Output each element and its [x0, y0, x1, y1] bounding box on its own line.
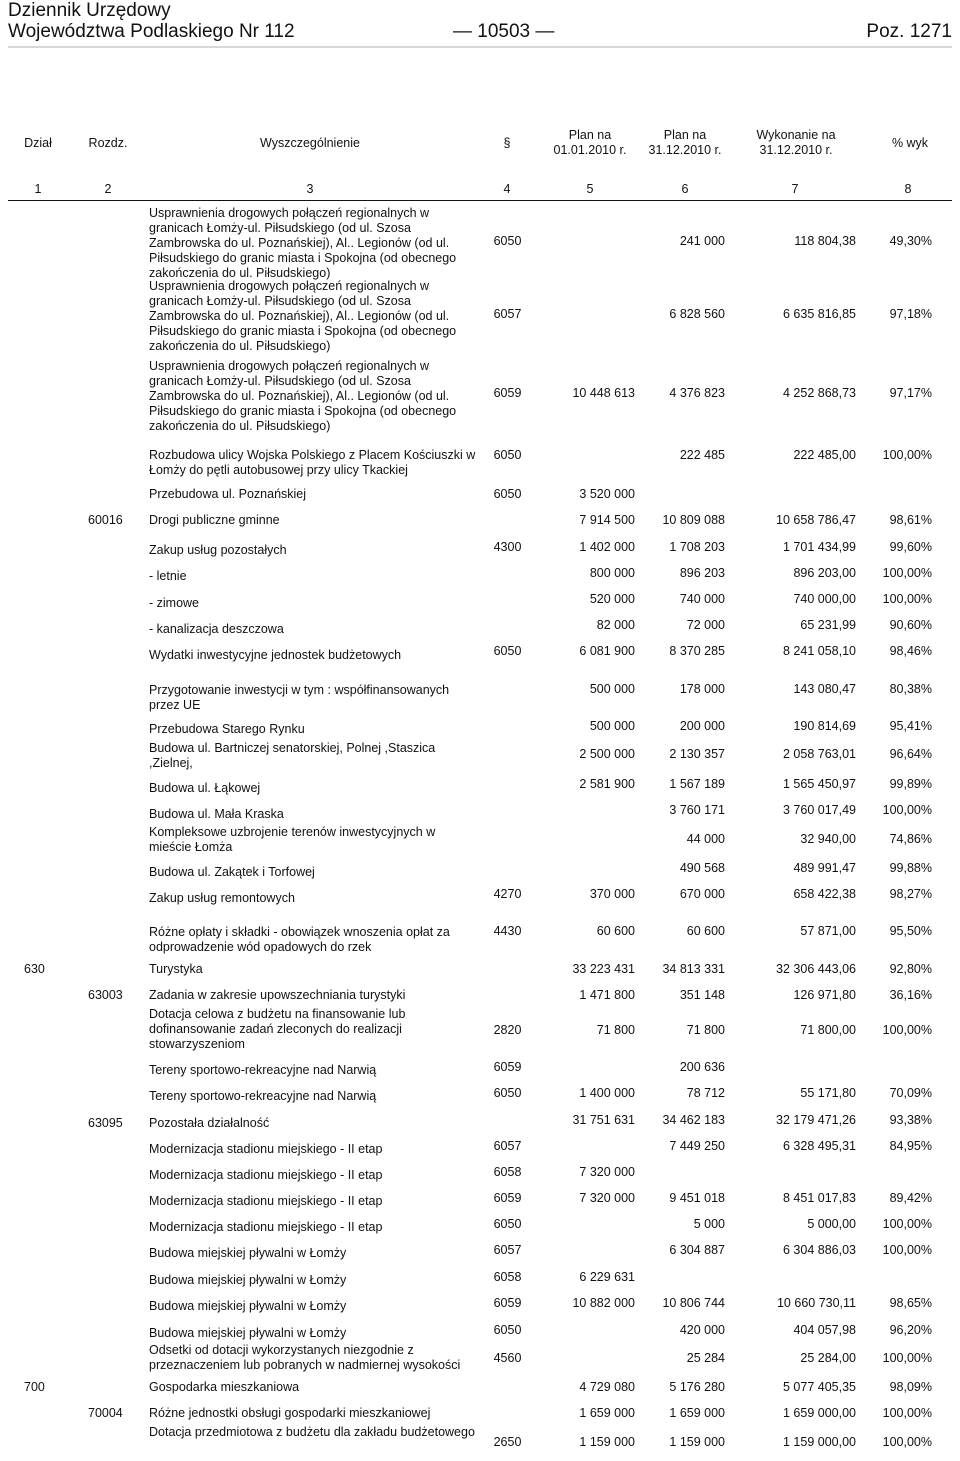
row-percent: 89,42% — [889, 1191, 932, 1205]
row-plan-final: 44 000 — [686, 832, 725, 846]
row-plan-final: 1 708 203 — [669, 540, 725, 554]
col-header-wyk-line2: 31.12.2010 r. — [759, 143, 833, 157]
row-plan-final: 8 370 285 — [669, 644, 725, 658]
row-plan-final: 2 130 357 — [669, 747, 725, 761]
row-plan-initial: 370 000 — [589, 887, 635, 901]
row-percent: 99,89% — [889, 777, 932, 791]
page-number: — 10503 — — [453, 21, 555, 42]
row-paragraph: 6050 — [493, 448, 522, 462]
row-percent: 96,20% — [889, 1323, 932, 1337]
journal-region: Województwa Podlaskiego Nr 112 — [8, 21, 295, 42]
row-plan-final: 7 449 250 — [669, 1139, 725, 1153]
row-description: Modernizacja stadionu miejskiego - II etap — [149, 1142, 383, 1156]
row-description: Usprawnienia drogowych połączeń regionalnych w granicach Łomży-ul. Piłsudskiego (od ul. Szosa Zambrowska do ul. Poznańskiej), Al.. Legionów (od ul. Piłsudskiego do granic miasta i Spokojna (od obecnego zakończenia do ul. Piłsudskiego) — [149, 279, 457, 353]
col-header-plan2-line1: Plan na — [663, 128, 707, 142]
row-description: Zakup usług remontowych — [149, 891, 295, 905]
row-description: Budowa ul. Bartniczej senatorskiej, Polnej ,Staszica ,Zielnej, — [149, 741, 436, 770]
row-plan-final: 9 451 018 — [669, 1191, 725, 1205]
row-percent: 100,00% — [882, 1217, 932, 1231]
row-description: Usprawnienia drogowych połączeń regionalnych w granicach Łomży-ul. Piłsudskiego (od ul. Szosa Zambrowska do ul. Poznańskiej), Al.. Legionów (od ul. Piłsudskiego do granic miasta i Spokojna (od obecnego zakończenia do ul. Piłsudskiego) — [149, 359, 457, 433]
col-number: 4 — [503, 182, 511, 196]
row-percent: 100,00% — [882, 1351, 932, 1365]
row-percent: 74,86% — [889, 832, 932, 846]
row-execution: 2 058 763,01 — [783, 747, 856, 761]
row-plan-final: 60 600 — [686, 924, 725, 938]
row-plan-initial: 520 000 — [589, 592, 635, 606]
row-plan-initial: 33 223 431 — [572, 962, 635, 976]
row-description: Przygotowanie inwestycji w tym : współfinansowanych przez UE — [149, 683, 450, 712]
row-plan-final: 78 712 — [686, 1086, 725, 1100]
row-execution: 32 940,00 — [800, 832, 856, 846]
col-header-plan2-line2: 31.12.2010 r. — [648, 143, 722, 157]
row-percent: 100,00% — [882, 592, 932, 606]
row-paragraph: 4300 — [493, 540, 522, 554]
row-description: Różne jednostki obsługi gospodarki mieszkaniowej — [149, 1406, 431, 1420]
row-percent: 97,17% — [889, 386, 932, 400]
col-header-plan1 — [540, 128, 640, 158]
header-rule — [8, 46, 952, 48]
row-description: Przebudowa ul. Poznańskiej — [149, 487, 307, 501]
col-header-plan1-line2: 01.01.2010 r. — [553, 143, 627, 157]
row-percent: 95,41% — [889, 719, 932, 733]
row-percent: 36,16% — [889, 988, 932, 1002]
row-paragraph: 6050 — [493, 234, 522, 248]
row-plan-initial: 31 751 631 — [572, 1113, 635, 1127]
row-percent: 98,61% — [889, 513, 932, 527]
row-percent: 100,00% — [882, 1023, 932, 1037]
row-description: Modernizacja stadionu miejskiego - II etap — [149, 1194, 383, 1208]
col-number: 2 — [104, 182, 112, 196]
row-paragraph: 6059 — [493, 1191, 522, 1205]
row-execution: 6 304 886,03 — [783, 1243, 856, 1257]
row-plan-final: 670 000 — [679, 887, 725, 901]
row-execution: 32 306 443,06 — [776, 962, 856, 976]
row-execution: 25 284,00 — [800, 1351, 856, 1365]
row-description: Budowa miejskiej pływalni w Łomży — [149, 1326, 347, 1340]
row-paragraph: 4560 — [493, 1351, 522, 1365]
row-description: Budowa miejskiej pływalni w Łomży — [149, 1299, 347, 1313]
row-execution: 658 422,38 — [793, 887, 856, 901]
row-execution: 6 328 495,31 — [783, 1139, 856, 1153]
row-percent: 93,38% — [889, 1113, 932, 1127]
row-execution: 1 701 434,99 — [783, 540, 856, 554]
row-execution: 5 000,00 — [807, 1217, 856, 1231]
row-execution: 10 658 786,47 — [776, 513, 856, 527]
row-percent: 70,09% — [889, 1086, 932, 1100]
row-plan-initial: 10 448 613 — [572, 386, 635, 400]
col-number: 1 — [34, 182, 42, 196]
column-numbers — [0, 182, 960, 198]
row-plan-final: 178 000 — [679, 682, 725, 696]
col-header-wyk — [740, 128, 852, 158]
row-description: Drogi publiczne gminne — [149, 513, 280, 527]
row-paragraph: 4270 — [493, 887, 522, 901]
row-execution: 71 800,00 — [800, 1023, 856, 1037]
row-execution: 3 760 017,49 — [783, 803, 856, 817]
row-execution: 65 231,99 — [800, 618, 856, 632]
row-execution: 489 991,47 — [793, 861, 856, 875]
row-execution: 55 171,80 — [800, 1086, 856, 1100]
row-percent: 92,80% — [889, 962, 932, 976]
column-headers — [0, 112, 960, 176]
row-plan-initial: 71 800 — [596, 1023, 635, 1037]
col-header-proc: % wyk — [891, 136, 929, 150]
row-plan-final: 6 304 887 — [669, 1243, 725, 1257]
row-paragraph: 6057 — [493, 307, 522, 321]
row-description: Pozostała działalność — [149, 1116, 270, 1130]
row-paragraph: 6058 — [493, 1165, 522, 1179]
row-description: Przebudowa Starego Rynku — [149, 722, 305, 736]
row-percent: 98,65% — [889, 1296, 932, 1310]
row-plan-final: 241 000 — [679, 234, 725, 248]
row-percent: 95,50% — [889, 924, 932, 938]
row-plan-final: 222 485 — [679, 448, 725, 462]
row-execution: 6 635 816,85 — [783, 307, 856, 321]
row-plan-initial: 6 081 900 — [579, 644, 635, 658]
row-description: Gospodarka mieszkaniowa — [149, 1380, 300, 1394]
row-paragraph: 6050 — [493, 644, 522, 658]
row-execution: 57 871,00 — [800, 924, 856, 938]
row-execution: 896 203,00 — [793, 566, 856, 580]
document-header — [8, 0, 952, 42]
row-plan-initial: 10 882 000 — [572, 1296, 635, 1310]
row-description: Kompleksowe uzbrojenie terenów inwestycyjnych w mieście Łomża — [149, 825, 436, 854]
row-description: Tereny sportowo-rekreacyjne nad Narwią — [149, 1063, 377, 1077]
row-plan-final: 200 636 — [679, 1060, 725, 1074]
row-description: Wydatki inwestycyjne jednostek budżetowych — [149, 648, 402, 662]
row-execution: 10 660 730,11 — [776, 1296, 856, 1310]
col-number: 7 — [791, 182, 799, 196]
col-number: 3 — [306, 182, 314, 196]
col-header-wyk-line1: Wykonanie na — [756, 128, 836, 142]
row-execution: 190 814,69 — [793, 719, 856, 733]
row-plan-initial: 1 659 000 — [579, 1406, 635, 1420]
col-header-plan2 — [635, 128, 735, 158]
row-percent: 100,00% — [882, 803, 932, 817]
col-header-rozdz: Rozdz. — [88, 136, 128, 150]
row-execution: 740 000,00 — [793, 592, 856, 606]
row-plan-final: 420 000 — [679, 1323, 725, 1337]
row-percent: 100,00% — [882, 566, 932, 580]
row-plan-initial: 500 000 — [589, 719, 635, 733]
row-plan-initial: 7 320 000 — [579, 1165, 635, 1179]
row-plan-initial: 60 600 — [596, 924, 635, 938]
row-plan-initial: 1 471 800 — [579, 988, 635, 1002]
row-rozdzial: 60016 — [88, 513, 123, 527]
row-execution: 32 179 471,26 — [776, 1113, 856, 1127]
row-percent: 49,30% — [889, 234, 932, 248]
row-execution: 404 057,98 — [793, 1323, 856, 1337]
row-percent: 100,00% — [882, 1243, 932, 1257]
col-header-par: § — [503, 136, 511, 150]
row-description: Budowa ul. Mała Kraska — [149, 807, 284, 821]
row-description: Modernizacja stadionu miejskiego - II etap — [149, 1168, 383, 1182]
row-percent: 100,00% — [882, 1406, 932, 1420]
row-description: Odsetki od dotacji wykorzystanych niezgodnie z przeznaczeniem lub pobranych w nadmiernej wysokości — [149, 1343, 461, 1372]
row-percent: 96,64% — [889, 747, 932, 761]
row-description: Budowa ul. Łąkowej — [149, 781, 261, 795]
row-plan-final: 200 000 — [679, 719, 725, 733]
row-description: Budowa ul. Zakątek i Torfowej — [149, 865, 315, 879]
row-plan-final: 4 376 823 — [669, 386, 725, 400]
row-description: Budowa miejskiej pływalni w Łomży — [149, 1246, 347, 1260]
row-plan-final: 740 000 — [679, 592, 725, 606]
row-execution: 118 804,38 — [794, 234, 856, 248]
row-percent: 99,60% — [889, 540, 932, 554]
row-percent: 98,46% — [889, 644, 932, 658]
row-description: - letnie — [149, 569, 187, 583]
row-plan-initial: 2 500 000 — [579, 747, 635, 761]
row-description: Dotacja przedmiotowa z budżetu dla zakładu budżetowego — [149, 1425, 475, 1439]
row-plan-final: 5 176 280 — [669, 1380, 725, 1394]
row-description: Tereny sportowo-rekreacyjne nad Narwią — [149, 1089, 377, 1103]
row-execution: 126 971,80 — [793, 988, 856, 1002]
row-percent: 90,60% — [889, 618, 932, 632]
journal-title: Dziennik Urzędowy — [8, 0, 171, 21]
row-percent: 99,88% — [889, 861, 932, 875]
row-paragraph: 6057 — [493, 1139, 522, 1153]
row-paragraph: 6050 — [493, 1323, 522, 1337]
row-execution: 8 241 058,10 — [783, 644, 856, 658]
row-plan-final: 34 462 183 — [662, 1113, 725, 1127]
row-paragraph: 2820 — [493, 1023, 522, 1037]
row-plan-final: 72 000 — [686, 618, 725, 632]
row-description: Usprawnienia drogowych połączeń regionalnych w granicach Łomży-ul. Piłsudskiego (od ul. Szosa Zambrowska do ul. Poznańskiej), Al.. Legionów (od ul. Piłsudskiego do granic miasta i Spokojna (od obecnego zakończenia do ul. Piłsudskiego) — [149, 206, 457, 280]
row-percent: 80,38% — [889, 682, 932, 696]
row-plan-final: 6 828 560 — [669, 307, 725, 321]
row-plan-final: 896 203 — [679, 566, 725, 580]
row-description: Turystyka — [149, 962, 203, 976]
row-rozdzial: 63095 — [88, 1116, 123, 1130]
row-description: Zakup usług pozostałych — [149, 543, 287, 557]
row-plan-initial: 800 000 — [589, 566, 635, 580]
row-paragraph: 2650 — [493, 1435, 522, 1449]
row-plan-final: 25 284 — [686, 1351, 725, 1365]
row-plan-final: 71 800 — [686, 1023, 725, 1037]
table-top-rule — [8, 200, 952, 201]
row-rozdzial: 70004 — [88, 1406, 123, 1420]
row-plan-final: 3 760 171 — [669, 803, 725, 817]
row-plan-initial: 7 320 000 — [579, 1191, 635, 1205]
row-description: Rozbudowa ulicy Wojska Polskiego z Placem Kościuszki w Łomży do pętli autobusowej przy ulicy Tkackiej — [149, 448, 476, 477]
row-plan-final: 34 813 331 — [662, 962, 725, 976]
row-description: Różne opłaty i składki - obowiązek wnoszenia opłat za odprowadzenie wód opadowych do rzek — [149, 925, 450, 954]
row-plan-initial: 4 729 080 — [579, 1380, 635, 1394]
row-plan-initial: 2 581 900 — [579, 777, 635, 791]
row-description: - zimowe — [149, 596, 200, 610]
row-execution: 5 077 405,35 — [783, 1380, 856, 1394]
row-plan-final: 5 000 — [693, 1217, 725, 1231]
row-paragraph: 6050 — [493, 487, 522, 501]
row-plan-final: 490 568 — [679, 861, 725, 875]
row-plan-initial: 7 914 500 — [579, 513, 635, 527]
row-execution: 1 565 450,97 — [783, 777, 856, 791]
row-plan-final: 1 159 000 — [669, 1435, 725, 1449]
col-number: 6 — [681, 182, 689, 196]
row-paragraph: 6058 — [493, 1270, 522, 1284]
position-number: Poz. 1271 — [866, 21, 952, 42]
row-paragraph: 6057 — [493, 1243, 522, 1257]
row-dzial: 700 — [24, 1380, 45, 1394]
row-plan-initial: 82 000 — [596, 618, 635, 632]
row-plan-initial: 500 000 — [589, 682, 635, 696]
row-percent: 98,27% — [889, 887, 932, 901]
row-plan-final: 10 809 088 — [662, 513, 725, 527]
row-plan-final: 10 806 744 — [662, 1296, 725, 1310]
col-number: 5 — [586, 182, 594, 196]
row-description: Zadania w zakresie upowszechniania turystyki — [149, 988, 406, 1002]
row-plan-initial: 3 520 000 — [579, 487, 635, 501]
row-description: Dotacja celowa z budżetu na finansowanie lub dofinansowanie zadań zleconych do realizacji stowarzyszeniom — [149, 1007, 406, 1051]
row-paragraph: 6059 — [493, 1296, 522, 1310]
row-execution: 8 451 017,83 — [783, 1191, 856, 1205]
row-plan-final: 1 567 189 — [669, 777, 725, 791]
row-percent: 84,95% — [889, 1139, 932, 1153]
row-dzial: 630 — [24, 962, 45, 976]
row-percent: 98,09% — [889, 1380, 932, 1394]
row-description: Budowa miejskiej pływalni w Łomży — [149, 1273, 347, 1287]
row-paragraph: 6050 — [493, 1086, 522, 1100]
row-description: Modernizacja stadionu miejskiego - II etap — [149, 1220, 383, 1234]
row-execution: 143 080,47 — [793, 682, 856, 696]
row-execution: 1 159 000,00 — [783, 1435, 856, 1449]
row-percent: 100,00% — [882, 1435, 932, 1449]
row-execution: 4 252 868,73 — [783, 386, 856, 400]
row-plan-initial: 1 159 000 — [579, 1435, 635, 1449]
row-execution: 222 485,00 — [793, 448, 856, 462]
row-plan-final: 351 148 — [679, 988, 725, 1002]
col-number: 8 — [904, 182, 912, 196]
row-plan-initial: 1 400 000 — [579, 1086, 635, 1100]
row-percent: 97,18% — [889, 307, 932, 321]
row-paragraph: 6050 — [493, 1217, 522, 1231]
row-paragraph: 4430 — [493, 924, 522, 938]
col-header-plan1-line1: Plan na — [568, 128, 612, 142]
row-percent: 100,00% — [882, 448, 932, 462]
col-header-opis: Wyszczególnienie — [260, 136, 360, 150]
row-plan-initial: 1 402 000 — [579, 540, 635, 554]
row-plan-final: 1 659 000 — [669, 1406, 725, 1420]
row-execution: 1 659 000,00 — [783, 1406, 856, 1420]
row-paragraph: 6059 — [493, 386, 522, 400]
row-rozdzial: 63003 — [88, 988, 123, 1002]
row-paragraph: 6059 — [493, 1060, 522, 1074]
row-description: - kanalizacja deszczowa — [149, 622, 284, 636]
row-plan-initial: 6 229 631 — [579, 1270, 635, 1284]
col-header-dzial: Dział — [24, 136, 52, 150]
